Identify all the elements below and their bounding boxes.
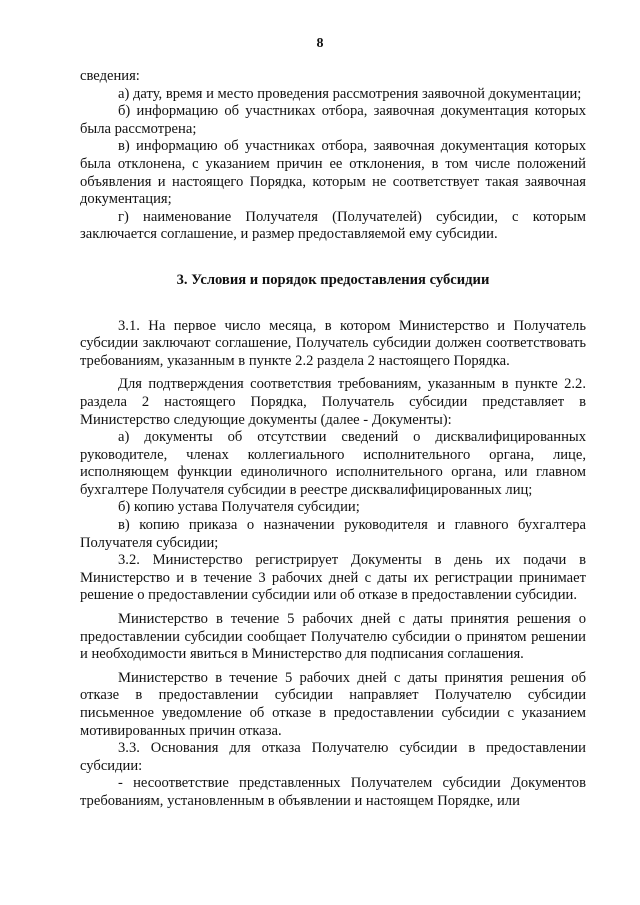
list-item-v: в) информацию об участниках отбора, заявочная документация которых была отклонена, с указанием причин ее отклонения, в том числе положений объявления и настоящего Порядка, которым не соответствует такая заявочная документация; <box>80 138 586 208</box>
paragraph-3-2: 3.2. Министерство регистрирует Документы в день их подачи в Министерство и в течение 3 рабочих дней с даты их регистрации принимает решение о предоставлении субсидии или об отказе в предоставлении субсидии. <box>80 552 586 604</box>
list-item-docs-a: а) документы об отсутствии сведений о дисквалифицированных руководителе, членах коллегиального исполнительного органа, лице, исполняющем функции единоличного исполнительного органа, или главном бухгалтере Получателя субсидии в реестре дисквалифицированных лиц; <box>80 429 586 498</box>
list-item-refusal-reason: - несоответствие представленных Получателем субсидии Документов требованиям, установленным в объявлении и настоящем Порядке, или <box>80 775 586 809</box>
paragraph-decision-grant: Министерство в течение 5 рабочих дней с даты принятия решения о предоставлении субсидии сообщает Получателю субсидии о принятом решении и необходимости явиться в Министерство для подписания соглашения. <box>80 611 586 663</box>
list-item-g: г) наименование Получателя (Получателей) субсидии, с которым заключается соглашение, и размер предоставляемой ему субсидии. <box>80 208 586 243</box>
list-item-b: б) информацию об участниках отбора, заявочная документация которых была рассмотрена; <box>80 103 586 137</box>
page-number: 8 <box>316 36 324 51</box>
list-item-a: а) дату, время и место проведения рассмотрения заявочной документации; <box>118 85 582 102</box>
paragraph-3-3: 3.3. Основания для отказа Получателю субсидии в предоставлении субсидии: <box>80 740 586 774</box>
paragraph-intro: сведения: <box>80 68 140 84</box>
section-heading: 3. Условия и порядок предоставления субсидии <box>176 271 490 288</box>
paragraph-3-1: 3.1. На первое число месяца, в котором Министерство и Получатель субсидии заключают соглашение, Получатель субсидии должен соответствовать требованиям, указанным в пункте 2.2 раздела 2 настоящего Порядка. <box>80 317 586 369</box>
list-item-docs-v: в) копию приказа о назначении руководителя и главного бухгалтера Получателя субсидии; <box>80 517 586 551</box>
document-body <box>80 68 586 811</box>
paragraph-documents-intro: Для подтверждения соответствия требованиям, указанным в пункте 2.2. раздела 2 настоящего Порядка, Получатель субсидии представляет в Министерство следующие документы (далее - Документы): <box>80 376 586 428</box>
paragraph-decision-refusal: Министерство в течение 5 рабочих дней с даты принятия решения об отказе в предоставлении субсидии направляет Получателю субсидии письменное уведомление об отказе в предоставлении субсидии с указанием мотивированных причин отказа. <box>80 669 586 739</box>
list-item-docs-b: б) копию устава Получателя субсидии; <box>118 499 360 516</box>
